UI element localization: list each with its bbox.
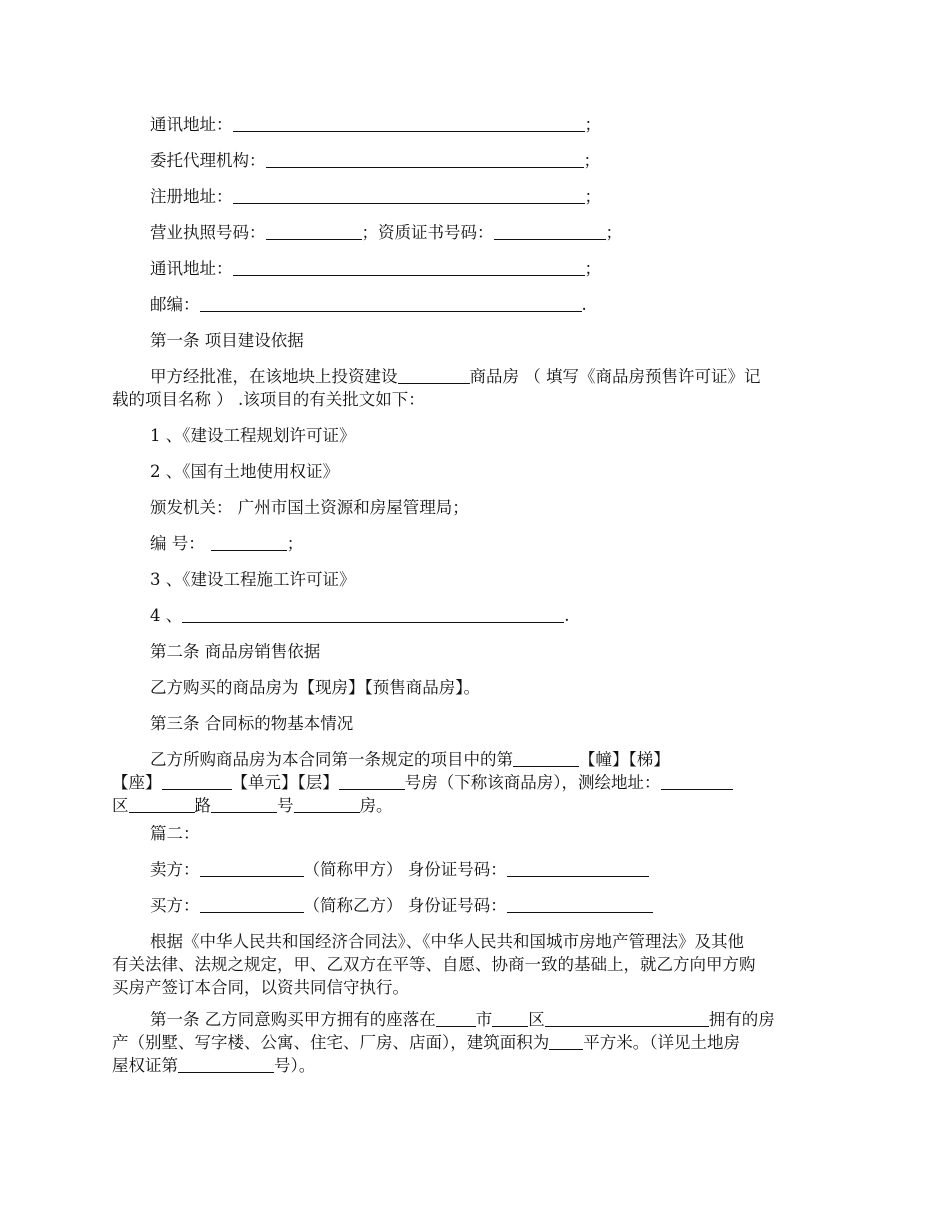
blank-field[interactable] [494, 222, 606, 240]
license-line [150, 221, 622, 244]
blank-field[interactable] [294, 795, 360, 813]
blank-field[interactable] [398, 366, 470, 384]
blank-field[interactable] [200, 859, 304, 877]
blank-field[interactable] [211, 795, 277, 813]
punct: ； [584, 259, 601, 278]
postcode-line [150, 293, 587, 316]
text: 甲方经批准，在该地块上投资建设 [150, 367, 398, 386]
blank-field[interactable] [233, 186, 585, 204]
text: 区 [112, 796, 129, 815]
blank-field[interactable] [178, 1055, 274, 1073]
field-label: 通讯地址： [150, 115, 233, 134]
blank-field[interactable] [545, 1009, 709, 1027]
article-2-heading: 第二条 商品房销售依据 [150, 642, 321, 661]
field-label: 邮编： [150, 295, 200, 314]
permit-item-2: 2 、《国有土地使用权证》 [150, 462, 339, 481]
text: 平方米。（详见土地房 [583, 1033, 740, 1052]
permit-item-1: 1 、《建设工程规划许可证》 [150, 426, 356, 445]
part-two-heading: 篇二： [150, 824, 200, 843]
article-1-heading: 第一条 项目建设依据 [150, 331, 304, 350]
article-1-paragraph [112, 365, 830, 411]
blank-field[interactable] [200, 895, 304, 913]
text: 乙方所购商品房为本合同第一条规定的项目中的第 [150, 750, 513, 769]
buyer-line [150, 894, 653, 917]
text: 载的项目名称 ） .该项目的有关批文如下： [112, 390, 425, 409]
text: 根据《中华人民共和国经济合同法》、《中华人民共和国城市房地产管理法》及其他 [150, 932, 744, 951]
text: 【单元】【层】 [231, 773, 339, 792]
agent-agency-line [150, 149, 600, 172]
blank-field[interactable] [266, 222, 362, 240]
field-label: （简称甲方） 身份证号码： [303, 860, 507, 879]
punct: ； [605, 223, 622, 242]
blank-field[interactable] [339, 772, 405, 790]
text: 产（别墅、写字楼、公寓、住宅、厂房、店面），建筑面积为 [112, 1033, 550, 1052]
text: 【座】 [112, 773, 162, 792]
blank-field[interactable] [129, 795, 195, 813]
field-label: 编 号： [150, 534, 205, 553]
blank-field[interactable] [436, 1009, 476, 1027]
punct: . [581, 295, 587, 314]
article-3-paragraph [112, 748, 830, 817]
text: 屋权证第 [112, 1056, 178, 1075]
text: 号）。 [274, 1056, 316, 1075]
text: 拥有的房 [708, 1010, 775, 1029]
blank-field[interactable] [182, 605, 564, 623]
punct: . [564, 606, 570, 625]
number-line [150, 532, 303, 555]
field-label: （简称乙方） 身份证号码： [303, 896, 507, 915]
article-1-purchase-paragraph [112, 1008, 830, 1077]
article-3-heading: 第三条 合同标的物基本情况 [150, 714, 354, 733]
field-label: 通讯地址： [150, 259, 233, 278]
blank-field[interactable] [162, 772, 232, 790]
blank-field[interactable] [661, 772, 733, 790]
article-2-paragraph: 乙方购买的商品房为【现房】【预售商品房】。 [150, 678, 480, 697]
blank-field[interactable] [233, 258, 585, 276]
field-label: 营业执照号码： [150, 223, 266, 242]
text: 市 [475, 1010, 493, 1029]
blank-field[interactable] [492, 1009, 528, 1027]
contact-address-line-2 [150, 257, 601, 280]
legal-basis-paragraph [112, 930, 830, 999]
field-label: 委托代理机构： [150, 151, 266, 170]
text: 商品房 （ 填写《商品房预售许可证》记 [469, 367, 761, 386]
text: 号 [277, 796, 294, 815]
text: 区 [528, 1010, 545, 1029]
field-label: 买方： [150, 896, 200, 915]
punct: ； [286, 534, 304, 553]
punct: ； [584, 115, 601, 134]
field-label: 卖方： [150, 860, 200, 879]
text: 【幢】【梯】 [579, 750, 670, 769]
text: 路 [194, 796, 211, 815]
permit-item-4 [150, 604, 570, 627]
text: 第一条 乙方同意购买甲方拥有的座落在 [150, 1010, 436, 1029]
blank-field[interactable] [507, 895, 653, 913]
field-label: 4 、 [150, 606, 183, 625]
text: 房。 [359, 796, 393, 815]
contact-address-line-1 [150, 113, 601, 136]
seller-line [150, 858, 649, 881]
text: 买房产签订本合同，以资共同信守执行。 [112, 978, 409, 997]
text: 有关法律、法规之规定，甲、乙双方在平等、自愿、协商一致的基础上，就乙方向甲方购 [112, 955, 756, 974]
issuing-authority: 颁发机关： 广州市国土资源和房屋管理局； [150, 498, 469, 517]
blank-field[interactable] [233, 114, 585, 132]
blank-field[interactable] [549, 1032, 583, 1050]
punct: ； [584, 187, 601, 206]
permit-item-3: 3 、《建设工程施工许可证》 [150, 570, 356, 589]
registered-address-line [150, 185, 601, 208]
blank-field[interactable] [211, 533, 287, 551]
blank-field[interactable] [507, 859, 649, 877]
field-label: ；资质证书号码： [361, 223, 494, 242]
text: 号房（下称该商品房），测绘地址： [404, 773, 661, 792]
blank-field[interactable] [200, 294, 582, 312]
blank-field[interactable] [513, 749, 579, 767]
blank-field[interactable] [266, 150, 584, 168]
field-label: 注册地址： [150, 187, 233, 206]
punct: ； [583, 151, 600, 170]
